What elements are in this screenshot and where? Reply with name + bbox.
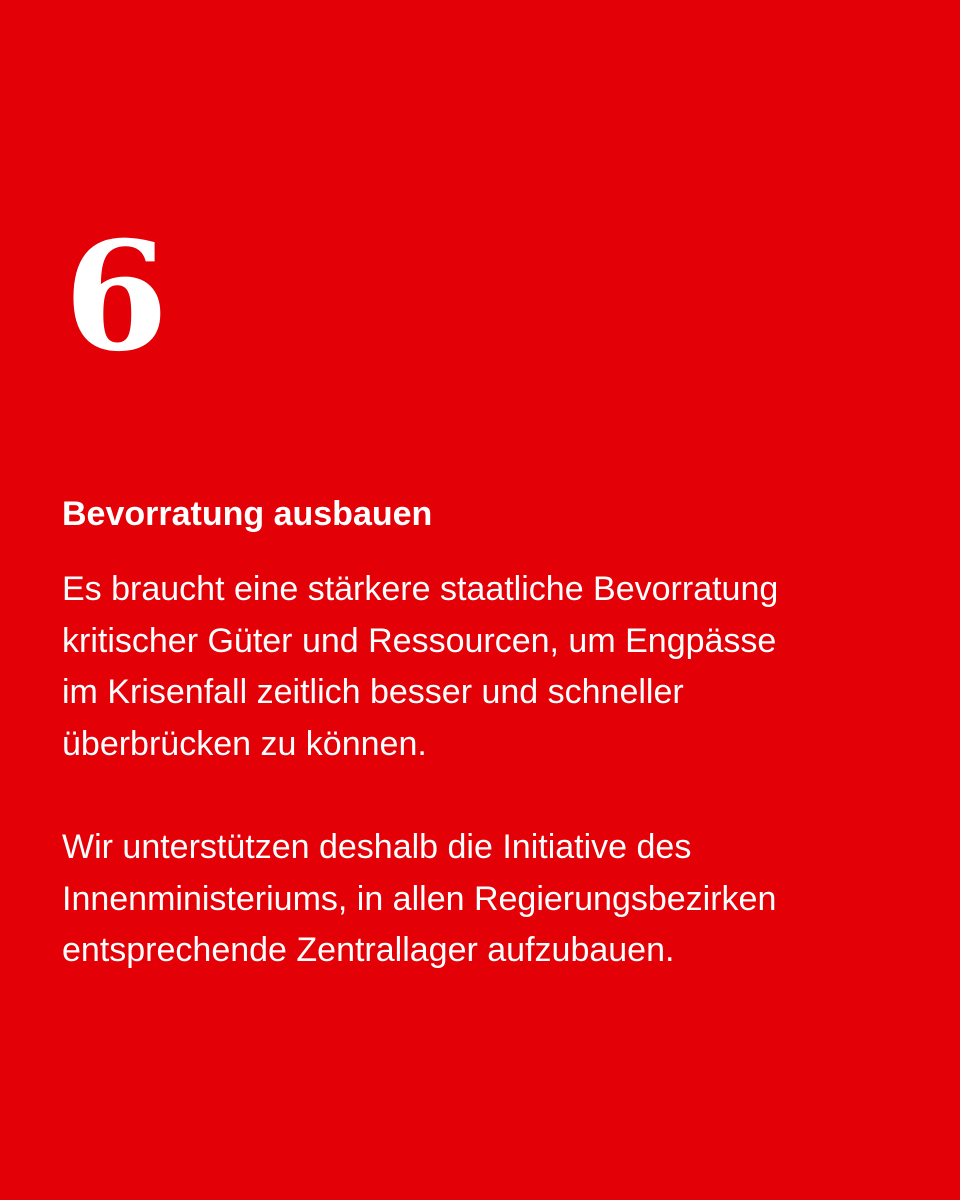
paragraph-line: überbrücken zu können.: [62, 724, 427, 763]
paragraph-1: [62, 564, 902, 770]
paragraph-line: Innenministeriums, in allen Regierungsbezirken: [62, 879, 777, 918]
slide-heading: Bevorratung ausbauen: [62, 495, 433, 533]
paragraph-line: Es braucht eine stärkere staatliche Bevorratung: [62, 570, 779, 608]
paragraph-line: entsprechende Zentrallager aufzubauen.: [62, 931, 675, 970]
paragraph-line: im Krisenfall zeitlich besser und schneller: [62, 673, 684, 712]
paragraph-2: [62, 822, 902, 977]
slide-number: 6: [64, 209, 169, 385]
slide-body: [62, 564, 902, 977]
paragraph-line: Wir unterstützen deshalb die Initiative des: [62, 827, 692, 866]
paragraph-line: kritischer Güter und Ressourcen, um Engpässe: [62, 621, 777, 660]
